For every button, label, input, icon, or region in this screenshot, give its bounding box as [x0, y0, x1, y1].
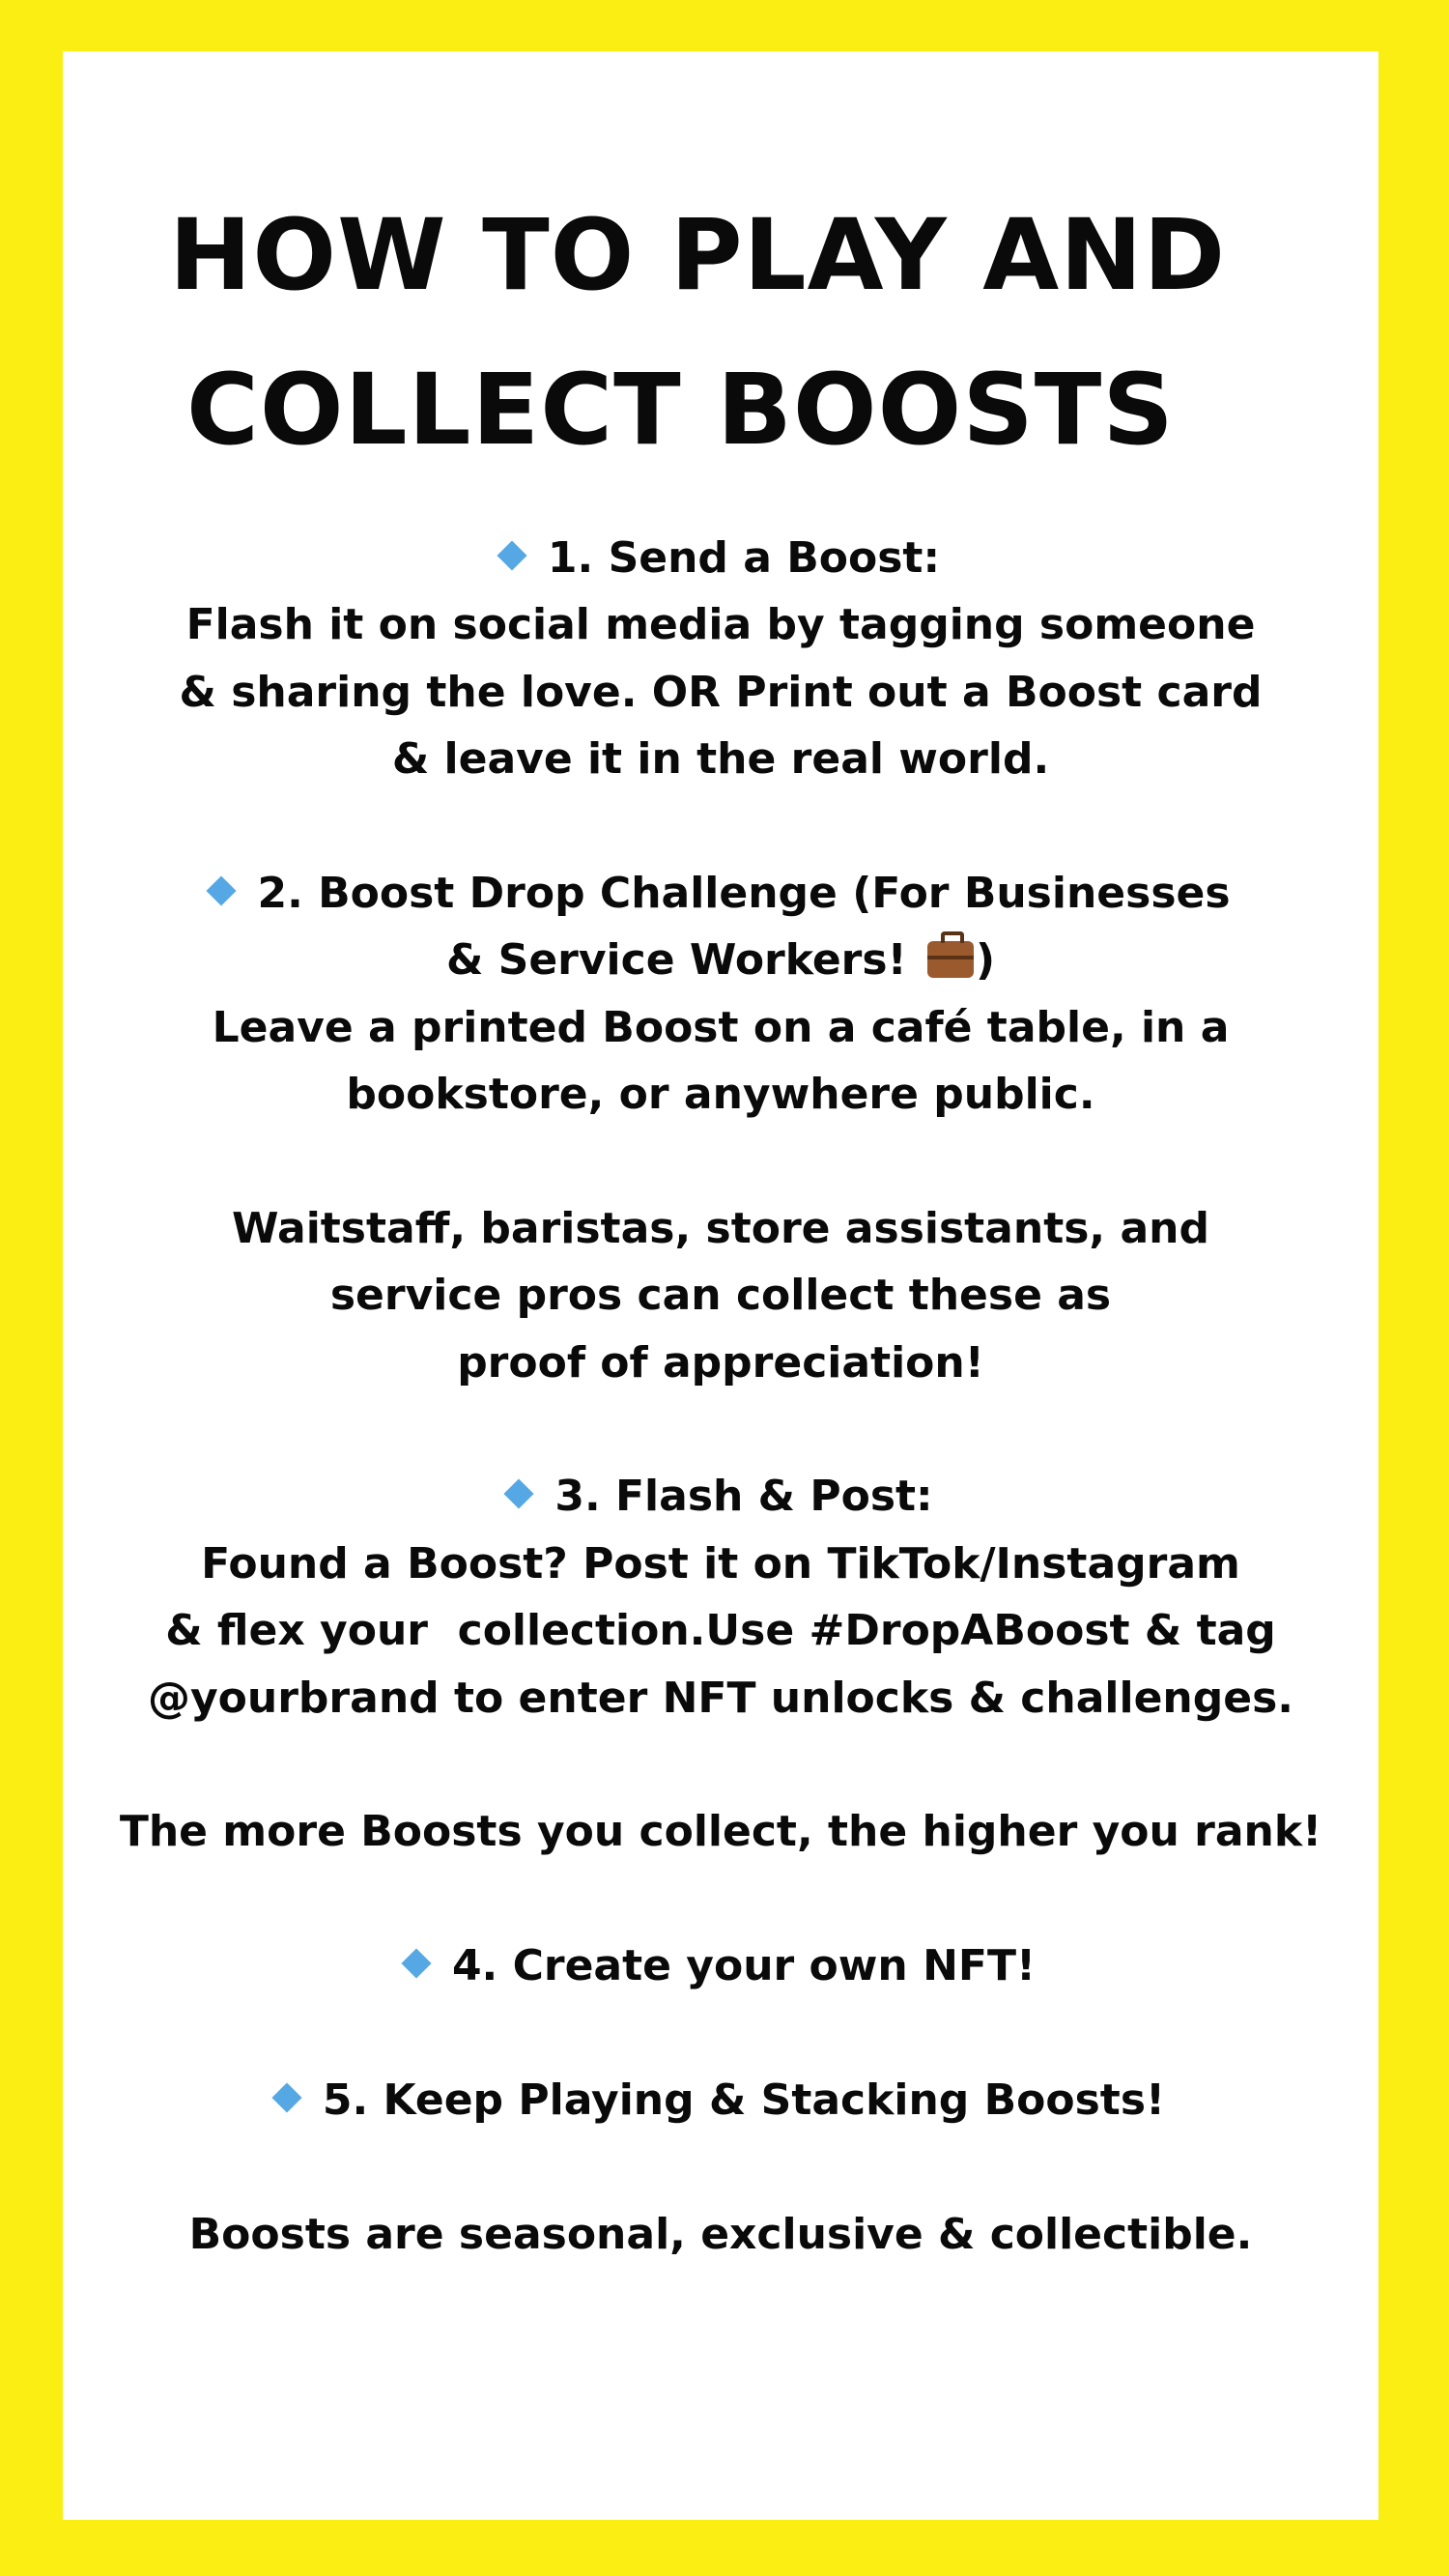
step-4-heading-text: 4. Create your own NFT!	[451, 1941, 1037, 1991]
step-2-note-line: Waitstaff, baristas, store assistants, and	[232, 1203, 1209, 1253]
step-1-line: & leave it in the real world.	[391, 734, 1050, 785]
step-1-line: Flash it on social media by tagging someone	[185, 600, 1256, 650]
step-1-heading-text: 1. Send a Boost:	[547, 533, 941, 583]
page-title-line-1: HOW TO PLAY AND	[169, 198, 1227, 313]
step-3-line: Found a Boost? Post it on TikTok/Instagram	[201, 1538, 1240, 1589]
blue-diamond-icon	[207, 875, 237, 905]
step-2-line: Leave a printed Boost on a café table, in a	[212, 1002, 1230, 1052]
step-3-heading-text: 3. Flash & Post:	[554, 1472, 933, 1522]
spacer	[63, 793, 1378, 860]
step-2-heading	[63, 860, 1378, 927]
step-5-heading	[63, 2067, 1378, 2133]
step-1-line: & sharing the love. OR Print out a Boost card	[179, 667, 1263, 717]
briefcase-icon	[927, 941, 974, 978]
step-3-line: @yourbrand to enter NFT unlocks & challenges.	[148, 1673, 1293, 1723]
spacer	[63, 1396, 1378, 1463]
step-3-heading	[63, 1463, 1378, 1530]
page-title-line-2: COLLECT BOOSTS	[186, 353, 1175, 468]
step-2-heading-line-2	[63, 927, 1378, 993]
blue-diamond-icon	[271, 2082, 301, 2112]
blue-diamond-icon	[497, 540, 526, 570]
step-1-heading	[63, 525, 1378, 591]
step-2-heading-close: )	[975, 935, 996, 986]
spacer	[63, 2000, 1378, 2067]
step-2-heading-text: 2. Boost Drop Challenge (For Businesses	[257, 868, 1231, 918]
step-4-heading	[63, 1932, 1378, 1999]
step-2-note-line: proof of appreciation!	[457, 1337, 984, 1388]
blue-diamond-icon	[504, 1479, 534, 1509]
step-2-heading-line-2-text: & Service Workers!	[445, 935, 922, 986]
spacer	[63, 2133, 1378, 2200]
spacer	[63, 1129, 1378, 1195]
blue-diamond-icon	[401, 1949, 431, 1979]
rank-line: The more Boosts you collect, the higher you rank!	[119, 1807, 1322, 1857]
step-3-line: & flex your collection.Use #DropABoost & tag	[165, 1606, 1276, 1656]
step-2-line: bookstore, or anywhere public.	[346, 1070, 1095, 1120]
spacer	[63, 1866, 1378, 1932]
step-5-heading-text: 5. Keep Playing & Stacking Boosts!	[322, 2075, 1166, 2125]
instruction-card	[63, 51, 1378, 2520]
step-2-note-line: service pros can collect these as	[329, 1271, 1112, 1321]
spacer	[63, 1732, 1378, 1798]
instructions-body	[63, 525, 1378, 2268]
footer-note: Boosts are seasonal, exclusive & collectible.	[188, 2209, 1253, 2259]
